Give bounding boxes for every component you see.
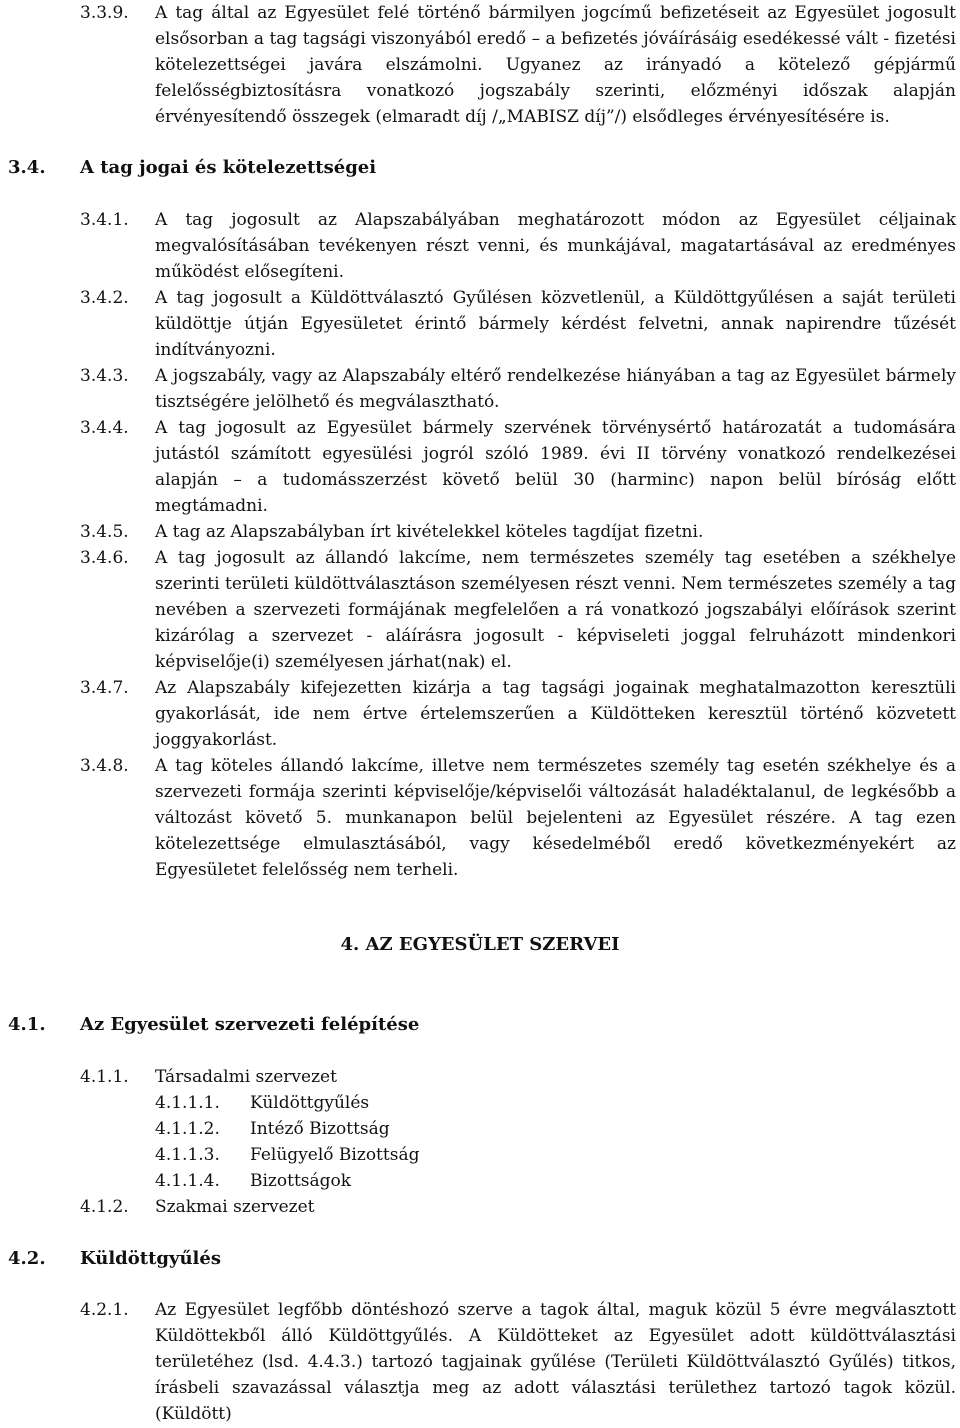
list-item-number: 4.1.1.1. bbox=[155, 1093, 220, 1113]
chapter-heading-4: 4. AZ EGYESÜLET SZERVEI bbox=[340, 934, 620, 955]
paragraph-number: 3.4.8. bbox=[80, 756, 129, 776]
list-item-label: Bizottságok bbox=[250, 1171, 352, 1191]
section-heading-3-4 bbox=[8, 155, 46, 181]
section-number-4-1: 4.1. bbox=[8, 1014, 46, 1035]
section-title-4-1: Az Egyesület szervezeti felépítése bbox=[80, 1014, 420, 1035]
section-title-4-2: Küldöttgyűlés bbox=[80, 1248, 221, 1269]
section-number: 3.4. bbox=[8, 157, 46, 178]
paragraph-number: 3.4.3. bbox=[80, 366, 129, 386]
list-item-number: 4.1.1. bbox=[80, 1067, 129, 1087]
list-item-number: 4.1.1.3. bbox=[155, 1145, 220, 1165]
list-item-number: 4.1.1.2. bbox=[155, 1119, 220, 1139]
paragraph-number: 4.2.1. bbox=[80, 1300, 129, 1320]
paragraph-number: 3.4.6. bbox=[80, 548, 129, 568]
list-item-number: 4.1.2. bbox=[80, 1197, 129, 1217]
paragraph-text: A tag által az Egyesület felé történő bármilyen jogcímű befizetéseit az Egyesület jogosult elsősorban a tag tagsági viszonyából eredő – a befizetés jóváírásáig esedékessé vált - fizetési kötelezettségei javára elszámolni. Ugyanez az irányadó a kötelező gépjármű felelősségbiztosításra vonatkozó jogszabály szerinti, előzményi időszak alapján érvényesítendő összegek (elmaradt díj /„MABISZ díj”/) elsődleges érvényesítésére is. bbox=[155, 3, 956, 127]
list-item-label: Társadalmi szervezet bbox=[155, 1067, 337, 1087]
paragraph-number: 3.4.5. bbox=[80, 522, 129, 542]
section-number-4-2: 4.2. bbox=[8, 1248, 46, 1269]
list-item-number: 4.1.1.4. bbox=[155, 1171, 220, 1191]
section-title-3-4: A tag jogai és kötelezettségei bbox=[80, 157, 377, 178]
paragraph-text: A jogszabály, vagy az Alapszabály eltérő rendelkezése hiányában a tag az Egyesület bármely tisztségére jelölhető és megválasztható. bbox=[155, 366, 956, 412]
paragraph-text: Az Alapszabály kifejezetten kizárja a tag tagsági jogainak meghatalmazotton keresztüli gyakorlását, ide nem értve értelemszerűen a Küldötteken keresztül történő közvetett joggyakorlást. bbox=[155, 678, 956, 750]
list-item-label: Küldöttgyűlés bbox=[250, 1093, 370, 1113]
paragraph-text: A tag az Alapszabályban írt kivételekkel köteles tagdíjat fizetni. bbox=[155, 522, 704, 542]
paragraph-text: A tag köteles állandó lakcíme, illetve nem természetes személy tag esetén székhelye és a szervezeti formája szerinti képviselője/képviselői változását haladéktalanul, de legkésőbb a változást követő 5. munkanapon belül bejelenteni az Egyesület részére. A tag ezen kötelezettsége elmulasztásából, vagy késedelméből eredő következményekért az Egyesületet felelősség nem terheli. bbox=[155, 756, 956, 880]
paragraph-text: A tag jogosult az Alapszabályában meghatározott módon az Egyesület céljainak megvalósításában tevékenyen részt venni, és munkájával, magatartásával az eredményes működést elősegíteni. bbox=[155, 210, 956, 282]
list-item-label: Intéző Bizottság bbox=[250, 1119, 390, 1139]
paragraph-number: 3.4.2. bbox=[80, 288, 129, 308]
paragraph-text: A tag jogosult az állandó lakcíme, nem természetes személy tag esetében a székhelye szerinti területi küldöttválasztáson személyesen részt venni. Nem természetes személy a tag nevében a szervezeti formájának megfelelően a rá vonatkozó jogszabályi előírások szerint kizárólag a szervezet - aláírásra jogosult - képviseleti joggal felruházott mindenkori képviselője(i) személyesen járhat(nak) el. bbox=[155, 548, 956, 672]
paragraph-number: 3.4.7. bbox=[80, 678, 129, 698]
paragraph-text: Az Egyesület legfőbb döntéshozó szerve a tagok által, maguk közül 5 évre megválasztott Küldöttekből álló Küldöttgyűlés. A Küldötteket az Egyesület adott küldöttválasztási területéhez (lsd. 4.4.3.) tartozó tagjainak gyűlése (Területi Küldöttválasztó Gyűlés) titkos, írásbeli szavazással választja meg az adott választási területhez tartozó tagok közül. (Küldött) bbox=[155, 1300, 956, 1424]
paragraph-number: 3.4.1. bbox=[80, 210, 129, 230]
paragraph-number: 3.4.4. bbox=[80, 418, 129, 438]
list-item bbox=[80, 1064, 129, 1090]
paragraph-text: A tag jogosult a Küldöttválasztó Gyűlésen közvetlenül, a Küldöttgyűlésen a saját területi küldöttje útján Egyesületet érintő bármely kérdést felvetni, annak napirendre tűzését indítványozni. bbox=[155, 288, 956, 360]
paragraph-text: A tag jogosult az Egyesület bármely szervének törvénysértő határozatát a tudomására jutástól számított egyesülési jogról szóló 1989. évi II törvény vonatkozó rendelkezései alapján – a tudomásszerzést követő belül 30 (harminc) napon belül bíróság előtt megtámadni. bbox=[155, 418, 956, 516]
list-item-label: Felügyelő Bizottság bbox=[250, 1145, 420, 1165]
paragraph-number: 3.3.9. bbox=[80, 3, 129, 23]
list-item-label: Szakmai szervezet bbox=[155, 1197, 315, 1217]
